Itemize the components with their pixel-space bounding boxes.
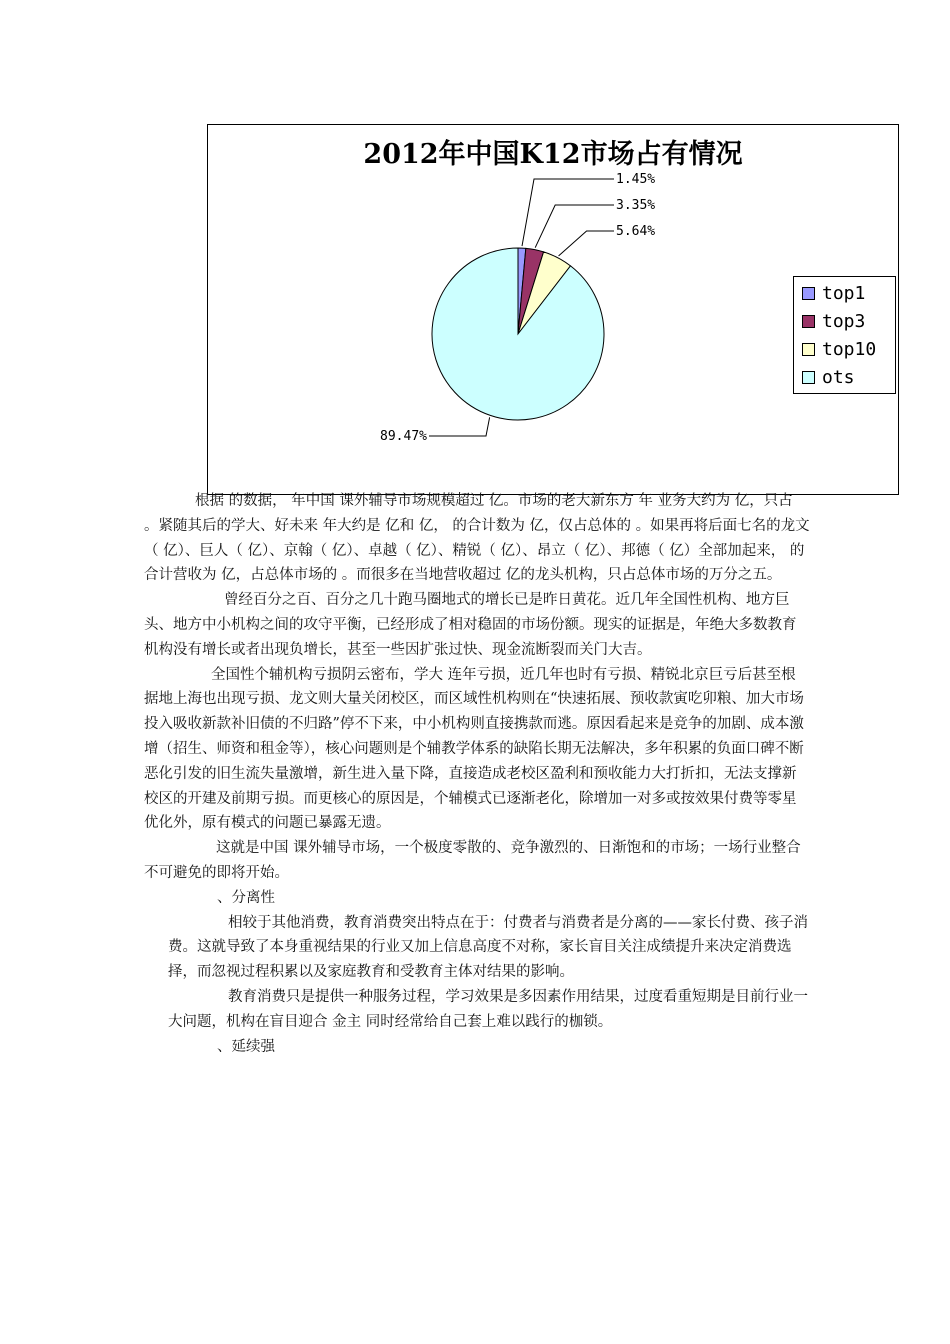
legend-item-top3 bbox=[802, 309, 865, 333]
data-label-top1: 1.45% bbox=[616, 172, 656, 187]
legend-label-top3: top3 bbox=[822, 310, 866, 332]
paragraph-growth-history: 曾经百分之百、百分之几十跑马圈地式的增长已是昨日黄花。近几年全国性机构、地方巨头、地方中小机构之间的攻守平衡，已经形成了相对稳固的市场份额。现实的证据是，年绝大多数教育机构没有增长或者出现负增长，甚至一些因扩张过快、现金流断裂而关门大吉。 bbox=[144, 592, 797, 658]
legend-swatch-top10 bbox=[802, 343, 815, 356]
chart-title: 2012年中国K12市场占有情况 bbox=[363, 139, 743, 170]
leader-line-top10 bbox=[559, 231, 614, 256]
document-body bbox=[144, 489, 810, 1059]
legend-swatch-ots bbox=[802, 371, 815, 384]
paragraph-market-size: 根据 的数据， 年中国 课外辅导市场规模超过 亿。市场的老大新东方 年 业务大约为 亿，只占 。紧随其后的学大、好未来 年大约是 亿和 亿， 的合计数为 亿，仅占总体的 。如果再将后面七名的龙文（ 亿）、巨人（ 亿）、京翰（ 亿）、卓越（ 亿）、精锐（ 亿）、昂立（ 亿）、邦德（ 亿）全部加起来， 的合计营收为 亿，占总体市场的 。而很多在当地营收超过 亿的龙头机构，只占总体市场的万分之五。 bbox=[144, 493, 810, 584]
legend-label-top10: top10 bbox=[822, 338, 877, 360]
section-heading-separation: 、分离性 bbox=[217, 889, 275, 906]
chart-legend bbox=[793, 276, 896, 394]
paragraph-losses: 全国性个辅机构亏损阴云密布，学大 连年亏损，近几年也时有亏损、精锐北京巨亏后甚至根据地上海也出现亏损、龙文则大量关闭校区，而区域性机构则在“快速拓展、预收款寅吃卯粮、加大市场投入吸收新款补旧债的不归路”停不下来，中小机构则直接携款而逃。原因看起来是竞争的加剧、成本激增（招生、师资和租金等），核心问题则是个辅教学体系的缺陷长期无法解决，多年积累的负面口碑不断恶化引发的旧生流失量激增，新生进入量下降，直接造成老校区盈利和预收能力大打折扣，无法支撑新校区的开建及前期亏损。而更核心的原因是，个辅模式已逐渐老化，除增加一对多或按效果付费等零星优化外，原有模式的问题已暴露无遗。 bbox=[144, 666, 804, 832]
paragraph-market-summary: 这就是中国 课外辅导市场，一个极度零散的、竞争激烈的、日渐饱和的市场；一场行业整合不可避免的即将开始。 bbox=[144, 840, 801, 881]
pie-slice-ots bbox=[432, 248, 604, 420]
paragraph-service-process: 教育消费只是提供一种服务过程，学习效果是多因素作用结果，过度看重短期是目前行业一大问题，机构在盲目迎合 金主 同时经常给自己套上难以践行的枷锁。 bbox=[168, 988, 808, 1030]
pie-chart bbox=[207, 124, 899, 495]
leader-line-top1 bbox=[522, 179, 614, 246]
legend-label-top1: top1 bbox=[822, 282, 866, 304]
legend-item-top10 bbox=[802, 337, 876, 361]
legend-item-ots bbox=[802, 365, 855, 389]
data-label-ots: 89.47% bbox=[380, 429, 427, 444]
legend-swatch-top3 bbox=[802, 315, 815, 328]
data-label-top3: 3.35% bbox=[616, 198, 656, 213]
legend-swatch-top1 bbox=[802, 287, 815, 300]
legend-item-top1 bbox=[802, 281, 865, 305]
paragraph-consumption-feature: 相较于其他消费，教育消费突出特点在于：付费者与消费者是分离的——家长付费、孩子消费。这就导致了本身重视结果的行业又加上信息高度不对称，家长盲目关注成绩提升来决定消费选择，而忽视过程积累以及家庭教育和受教育主体对结果的影响。 bbox=[168, 914, 808, 981]
section-heading-continuity: 、延续强 bbox=[217, 1038, 275, 1055]
data-label-top10: 5.64% bbox=[616, 224, 656, 239]
leader-line-ots bbox=[429, 417, 490, 436]
legend-label-ots: ots bbox=[822, 366, 855, 388]
